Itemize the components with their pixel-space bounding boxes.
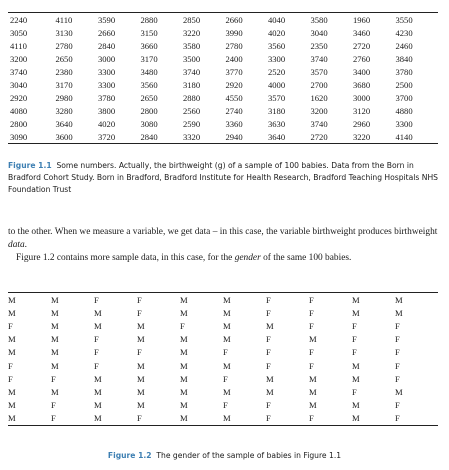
gender-cell: M bbox=[180, 373, 188, 384]
gender-cell: M bbox=[352, 360, 360, 371]
birthweight-cell: 2920 bbox=[225, 79, 243, 90]
gender-cell: F bbox=[395, 373, 400, 384]
birthweight-cell: 4080 bbox=[10, 105, 28, 116]
gender-cell: M bbox=[266, 320, 274, 331]
gender-cell: M bbox=[51, 360, 59, 371]
birthweight-cell: 3200 bbox=[310, 105, 328, 116]
gender-cell: F bbox=[137, 412, 180, 426]
birthweight-cell: 2840 bbox=[140, 130, 183, 144]
birthweight-row bbox=[8, 39, 438, 52]
gender-cell: M bbox=[223, 307, 231, 318]
gender-cell: F bbox=[8, 320, 13, 331]
birthweight-cell: 3170 bbox=[140, 53, 158, 64]
birthweight-cell: 1960 bbox=[353, 13, 396, 27]
birthweight-cell: 2780 bbox=[225, 40, 243, 51]
gender-cell: M bbox=[8, 386, 16, 397]
birthweight-cell: 3220 bbox=[353, 130, 396, 144]
gender-row bbox=[8, 293, 438, 307]
gender-cell: F bbox=[309, 293, 352, 307]
gender-cell: F bbox=[395, 320, 400, 331]
gender-row bbox=[8, 333, 438, 346]
gender-cell: F bbox=[266, 307, 271, 318]
birthweight-cell: 2560 bbox=[182, 105, 201, 116]
birthweight-cell: 2880 bbox=[140, 13, 183, 27]
birthweight-cell: 3480 bbox=[140, 66, 158, 77]
birthweight-cell: 4020 bbox=[97, 118, 116, 129]
gender-cell: M bbox=[180, 412, 223, 426]
birthweight-cell: 3300 bbox=[267, 53, 286, 64]
birthweight-row bbox=[8, 26, 438, 39]
gender-row bbox=[8, 412, 438, 426]
birthweight-cell: 3720 bbox=[98, 130, 141, 144]
gender-cell: F bbox=[8, 360, 13, 371]
gender-cell: F bbox=[266, 412, 309, 426]
birthweight-cell: 2720 bbox=[310, 130, 353, 144]
gender-cell: F bbox=[94, 347, 99, 358]
birthweight-cell: 2800 bbox=[10, 118, 28, 129]
birthweight-cell: 3560 bbox=[267, 40, 286, 51]
birthweight-cell: 3740 bbox=[182, 66, 201, 77]
gender-cell: M bbox=[137, 334, 145, 345]
gender-cell: M bbox=[94, 320, 102, 331]
gender-cell: F bbox=[51, 373, 56, 384]
birthweight-cell: 3120 bbox=[352, 105, 371, 116]
gender-cell: M bbox=[309, 400, 317, 411]
gender-cell: M bbox=[8, 334, 16, 345]
figure-1-1-label: Figure 1.1 bbox=[8, 161, 52, 170]
birthweight-cell: 3300 bbox=[395, 118, 413, 129]
gender-cell: M bbox=[395, 386, 403, 397]
gender-cell: M bbox=[8, 412, 51, 426]
gender-cell: F bbox=[51, 412, 94, 426]
gender-cell: F bbox=[94, 360, 99, 371]
birthweight-cell: 2400 bbox=[225, 53, 243, 64]
birthweight-cell: 3580 bbox=[182, 40, 201, 51]
birthweight-cell: 3990 bbox=[225, 27, 243, 38]
birthweight-cell: 4140 bbox=[395, 130, 438, 144]
gender-cell: F bbox=[395, 347, 400, 358]
gender-cell: M bbox=[309, 386, 317, 397]
gender-cell: F bbox=[8, 373, 13, 384]
gender-cell: M bbox=[266, 386, 274, 397]
birthweight-cell: 3600 bbox=[55, 130, 98, 144]
birthweight-cell: 2590 bbox=[182, 118, 201, 129]
birthweight-cell: 2880 bbox=[182, 92, 201, 103]
birthweight-cell: 2980 bbox=[55, 92, 73, 103]
birthweight-cell: 3560 bbox=[140, 79, 158, 90]
body-text bbox=[8, 226, 444, 266]
birthweight-cell: 2780 bbox=[55, 40, 73, 51]
gender-cell: F bbox=[266, 334, 271, 345]
gender-cell: M bbox=[51, 320, 59, 331]
gender-cell: M bbox=[137, 386, 145, 397]
gender-row bbox=[8, 306, 438, 319]
figure-1-2-label: Figure 1.2 bbox=[107, 451, 152, 460]
birthweight-cell: 3180 bbox=[182, 79, 201, 90]
birthweight-cell: 3040 bbox=[310, 27, 328, 38]
birthweight-cell: 3580 bbox=[310, 13, 353, 27]
gender-cell: M bbox=[180, 334, 188, 345]
gender-cell: M bbox=[223, 360, 231, 371]
paragraph-1: to the other. When we measure a variable, we get data – in this case, the variable birthweight produces birthweight data. bbox=[8, 227, 438, 251]
gender-cell: M bbox=[137, 373, 145, 384]
gender-cell: F bbox=[266, 360, 271, 371]
gender-cell: M bbox=[223, 412, 266, 426]
birthweight-cell: 4110 bbox=[55, 13, 98, 27]
birthweight-cell: 4880 bbox=[395, 105, 413, 116]
figure-1-2-caption bbox=[0, 451, 449, 460]
gender-row bbox=[8, 399, 438, 412]
birthweight-row bbox=[8, 91, 438, 104]
gender-table bbox=[8, 292, 438, 426]
gender-cell: M bbox=[352, 307, 360, 318]
gender-cell: M bbox=[266, 373, 274, 384]
birthweight-cell: 3280 bbox=[55, 105, 73, 116]
birthweight-cell: 3220 bbox=[182, 27, 201, 38]
birthweight-cell: 3360 bbox=[225, 118, 243, 129]
birthweight-cell: 2940 bbox=[225, 130, 268, 144]
birthweight-cell: 1620 bbox=[310, 92, 328, 103]
gender-row bbox=[8, 372, 438, 385]
birthweight-cell: 3630 bbox=[267, 118, 286, 129]
gender-cell: M bbox=[309, 334, 317, 345]
gender-cell: F bbox=[352, 320, 357, 331]
gender-row bbox=[8, 385, 438, 398]
birthweight-cell: 4550 bbox=[225, 92, 243, 103]
gender-cell: F bbox=[137, 347, 142, 358]
gender-cell: M bbox=[8, 347, 16, 358]
gender-cell: F bbox=[94, 293, 137, 307]
birthweight-cell: 3570 bbox=[267, 92, 286, 103]
gender-row bbox=[8, 359, 438, 372]
birthweight-table bbox=[8, 12, 438, 144]
birthweight-cell: 3150 bbox=[140, 27, 158, 38]
gender-cell: F bbox=[309, 412, 352, 426]
gender-cell: F bbox=[94, 334, 99, 345]
gender-cell: F bbox=[309, 320, 314, 331]
birthweight-cell: 2350 bbox=[310, 40, 328, 51]
gender-cell: F bbox=[223, 347, 228, 358]
birthweight-row bbox=[8, 130, 438, 144]
gender-cell: F bbox=[51, 400, 56, 411]
birthweight-cell: 2840 bbox=[97, 40, 116, 51]
gender-cell: M bbox=[352, 293, 395, 307]
gender-cell: M bbox=[94, 373, 102, 384]
birthweight-row bbox=[8, 65, 438, 78]
gender-cell: F bbox=[395, 334, 400, 345]
gender-cell: M bbox=[395, 307, 403, 318]
gender-cell: M bbox=[223, 293, 266, 307]
birthweight-cell: 3570 bbox=[310, 66, 328, 77]
gender-cell: M bbox=[180, 400, 188, 411]
gender-row bbox=[8, 319, 438, 332]
birthweight-cell: 3090 bbox=[8, 130, 55, 144]
gender-cell: F bbox=[223, 400, 228, 411]
birthweight-cell: 2500 bbox=[395, 79, 413, 90]
birthweight-cell: 3180 bbox=[267, 105, 286, 116]
birthweight-cell: 3300 bbox=[97, 79, 116, 90]
birthweight-row bbox=[8, 104, 438, 117]
gender-cell: F bbox=[266, 400, 271, 411]
birthweight-cell: 2650 bbox=[140, 92, 158, 103]
gender-cell: M bbox=[94, 400, 102, 411]
birthweight-cell: 2650 bbox=[55, 53, 73, 64]
birthweight-cell: 3740 bbox=[310, 53, 328, 64]
gender-cell: M bbox=[8, 293, 51, 307]
gender-cell: M bbox=[137, 400, 145, 411]
figure-1-2-caption-text: The gender of the sample of babies in Figure 1.1 bbox=[156, 451, 342, 460]
birthweight-cell: 3320 bbox=[183, 130, 226, 144]
birthweight-cell: 2460 bbox=[395, 40, 413, 51]
birthweight-cell: 3640 bbox=[55, 118, 73, 129]
birthweight-cell: 2720 bbox=[352, 40, 371, 51]
gender-cell: F bbox=[395, 360, 400, 371]
gender-cell: M bbox=[352, 400, 360, 411]
birthweight-cell: 2800 bbox=[140, 105, 158, 116]
birthweight-cell: 3800 bbox=[97, 105, 116, 116]
gender-cell: M bbox=[51, 293, 94, 307]
birthweight-cell: 3460 bbox=[352, 27, 371, 38]
birthweight-cell: 2660 bbox=[225, 13, 268, 27]
birthweight-cell: 4020 bbox=[267, 27, 286, 38]
gender-cell: M bbox=[51, 334, 59, 345]
birthweight-cell: 2920 bbox=[10, 92, 28, 103]
gender-cell: M bbox=[94, 386, 102, 397]
gender-cell: F bbox=[180, 320, 185, 331]
gender-cell: M bbox=[51, 347, 59, 358]
gender-cell: M bbox=[223, 334, 231, 345]
birthweight-cell: 3130 bbox=[55, 27, 73, 38]
gender-cell: M bbox=[8, 400, 16, 411]
paragraph-2: Figure 1.2 contains more sample data, in this case, for the gender of the same 100 babies. bbox=[16, 253, 352, 264]
gender-cell: M bbox=[180, 386, 188, 397]
birthweight-cell: 4000 bbox=[267, 79, 286, 90]
birthweight-cell: 2660 bbox=[97, 27, 116, 38]
gender-cell: M bbox=[223, 386, 231, 397]
birthweight-cell: 3080 bbox=[140, 118, 158, 129]
birthweight-cell: 3040 bbox=[10, 79, 28, 90]
gender-cell: M bbox=[352, 373, 360, 384]
gender-cell: M bbox=[395, 293, 438, 307]
birthweight-cell: 4230 bbox=[395, 27, 413, 38]
birthweight-cell: 3400 bbox=[352, 66, 371, 77]
gender-cell: M bbox=[51, 386, 59, 397]
figure-1-1-caption bbox=[8, 160, 440, 196]
birthweight-cell: 2240 bbox=[8, 13, 55, 27]
gender-cell: M bbox=[180, 307, 188, 318]
birthweight-cell: 3740 bbox=[310, 118, 328, 129]
gender-cell: M bbox=[309, 373, 317, 384]
gender-cell: M bbox=[137, 360, 145, 371]
birthweight-cell: 3780 bbox=[97, 92, 116, 103]
birthweight-cell: 3840 bbox=[395, 53, 413, 64]
birthweight-cell: 3660 bbox=[140, 40, 158, 51]
gender-cell: M bbox=[94, 412, 137, 426]
birthweight-row bbox=[8, 52, 438, 65]
birthweight-row bbox=[8, 117, 438, 130]
birthweight-cell: 3740 bbox=[10, 66, 28, 77]
birthweight-cell: 2700 bbox=[310, 79, 328, 90]
gender-cell: F bbox=[352, 334, 357, 345]
birthweight-cell: 2850 bbox=[183, 13, 226, 27]
gender-cell: M bbox=[137, 320, 145, 331]
gender-cell: F bbox=[137, 293, 180, 307]
gender-cell: M bbox=[180, 360, 188, 371]
figure-1-1-caption-text: Some numbers. Actually, the birthweight (g) of a sample of 100 babies. Data from the Born in Bradford Cohort Study. Born in Bradford, Bradford Institute for Health Research, Bradford Teaching Hospitals NHS Foundation Trust bbox=[8, 161, 438, 194]
gender-cell: F bbox=[309, 360, 314, 371]
birthweight-cell: 2380 bbox=[55, 66, 73, 77]
birthweight-cell: 3050 bbox=[10, 27, 28, 38]
gender-cell: M bbox=[352, 412, 395, 426]
gender-cell: F bbox=[352, 386, 357, 397]
birthweight-cell: 3500 bbox=[182, 53, 201, 64]
gender-cell: M bbox=[180, 293, 223, 307]
birthweight-cell: 3000 bbox=[352, 92, 371, 103]
birthweight-cell: 4110 bbox=[10, 40, 27, 51]
gender-cell: F bbox=[352, 347, 357, 358]
birthweight-cell: 3000 bbox=[97, 53, 116, 64]
gender-cell: F bbox=[266, 293, 309, 307]
birthweight-cell: 3780 bbox=[395, 66, 413, 77]
birthweight-cell: 3700 bbox=[395, 92, 413, 103]
birthweight-cell: 4040 bbox=[268, 13, 311, 27]
birthweight-cell: 2960 bbox=[352, 118, 371, 129]
birthweight-cell: 2760 bbox=[352, 53, 371, 64]
gender-cell: F bbox=[309, 347, 314, 358]
birthweight-cell: 3200 bbox=[10, 53, 28, 64]
birthweight-cell: 2520 bbox=[267, 66, 286, 77]
gender-cell: F bbox=[309, 307, 314, 318]
birthweight-cell: 3590 bbox=[98, 13, 141, 27]
gender-cell: F bbox=[223, 373, 228, 384]
gender-cell: F bbox=[266, 347, 271, 358]
gender-cell: M bbox=[51, 307, 59, 318]
birthweight-cell: 3550 bbox=[395, 13, 438, 27]
birthweight-cell: 3770 bbox=[225, 66, 243, 77]
birthweight-row bbox=[8, 78, 438, 91]
birthweight-cell: 3300 bbox=[97, 66, 116, 77]
birthweight-cell: 2740 bbox=[225, 105, 243, 116]
gender-cell: M bbox=[8, 307, 16, 318]
gender-cell: M bbox=[223, 320, 231, 331]
gender-cell: M bbox=[94, 307, 102, 318]
birthweight-cell: 3640 bbox=[268, 130, 311, 144]
gender-cell: F bbox=[137, 307, 142, 318]
gender-cell: F bbox=[395, 412, 438, 426]
gender-cell: M bbox=[180, 347, 188, 358]
birthweight-cell: 3170 bbox=[55, 79, 73, 90]
birthweight-cell: 3680 bbox=[352, 79, 371, 90]
birthweight-row bbox=[8, 13, 438, 27]
gender-cell: F bbox=[395, 400, 400, 411]
gender-row bbox=[8, 346, 438, 359]
